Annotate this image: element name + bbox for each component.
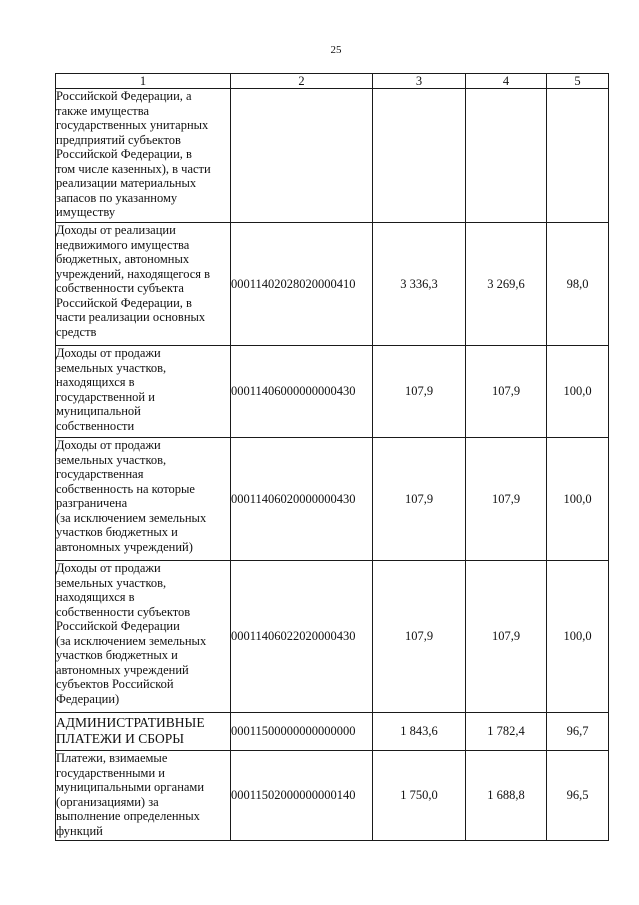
- row-code: 00011500000000000000: [231, 713, 373, 751]
- row-description: Доходы от реализации недвижимого имущества бюджетных, автономных учреждений, находящегося в собственности субъекта Российской Федерации, в части реализации основных средств: [56, 223, 231, 346]
- row-value-col3: [373, 89, 466, 223]
- column-header-2: 2: [231, 74, 373, 89]
- table-row: [56, 89, 609, 223]
- row-description: Доходы от продажи земельных участков, государственная собственность на которые разграничена (за исключением земельных участков бюджетных и автономных учреждений): [56, 438, 231, 561]
- row-value-col4: 107,9: [466, 438, 547, 561]
- row-code: 00011402028020000410: [231, 223, 373, 346]
- row-value-col3: 107,9: [373, 346, 466, 438]
- row-code: 00011406000000000430: [231, 346, 373, 438]
- row-value-col5: 100,0: [547, 561, 609, 713]
- row-description: АДМИНИСТРАТИВНЫЕ ПЛАТЕЖИ И СБОРЫ: [56, 713, 231, 751]
- row-value-col3: 3 336,3: [373, 223, 466, 346]
- row-value-col5: 100,0: [547, 438, 609, 561]
- row-value-col5: 96,5: [547, 751, 609, 841]
- row-value-col4: 107,9: [466, 561, 547, 713]
- table-header-row: [56, 74, 609, 89]
- row-description: Российской Федерации, а также имущества государственных унитарных предприятий субъектов Российской Федерации, в том числе казенных), в части реализации материальных запасов по указанному имуществу: [56, 89, 231, 223]
- row-value-col5: 100,0: [547, 346, 609, 438]
- row-code: [231, 89, 373, 223]
- row-value-col5: 98,0: [547, 223, 609, 346]
- column-header-1: 1: [56, 74, 231, 89]
- row-description: Доходы от продажи земельных участков, находящихся в собственности субъектов Российской Федерации (за исключением земельных участков бюджетных и автономных учреждений субъектов Российской Федерации): [56, 561, 231, 713]
- row-value-col3: 1 750,0: [373, 751, 466, 841]
- table-row: [56, 438, 609, 561]
- row-description: Платежи, взимаемые государственными и муниципальными органами (организациями) за выполнение определенных функций: [56, 751, 231, 841]
- table-row: [56, 346, 609, 438]
- table-row: [56, 561, 609, 713]
- column-header-4: 4: [466, 74, 547, 89]
- row-description: Доходы от продажи земельных участков, находящихся в государственной и муниципальной собственности: [56, 346, 231, 438]
- column-header-3: 3: [373, 74, 466, 89]
- table-row: [56, 223, 609, 346]
- row-value-col4: 107,9: [466, 346, 547, 438]
- row-value-col4: [466, 89, 547, 223]
- table-row: [56, 713, 609, 751]
- row-code: 00011406022020000430: [231, 561, 373, 713]
- row-value-col3: 1 843,6: [373, 713, 466, 751]
- table-row: [56, 751, 609, 841]
- row-value-col4: 1 688,8: [466, 751, 547, 841]
- row-value-col5: 96,7: [547, 713, 609, 751]
- row-value-col3: 107,9: [373, 561, 466, 713]
- row-code: 00011502000000000140: [231, 751, 373, 841]
- row-code: 00011406020000000430: [231, 438, 373, 561]
- row-value-col4: 3 269,6: [466, 223, 547, 346]
- row-value-col3: 107,9: [373, 438, 466, 561]
- page-number: 25: [330, 44, 342, 56]
- row-value-col5: [547, 89, 609, 223]
- revenue-table: [55, 73, 609, 841]
- column-header-5: 5: [547, 74, 609, 89]
- row-value-col4: 1 782,4: [466, 713, 547, 751]
